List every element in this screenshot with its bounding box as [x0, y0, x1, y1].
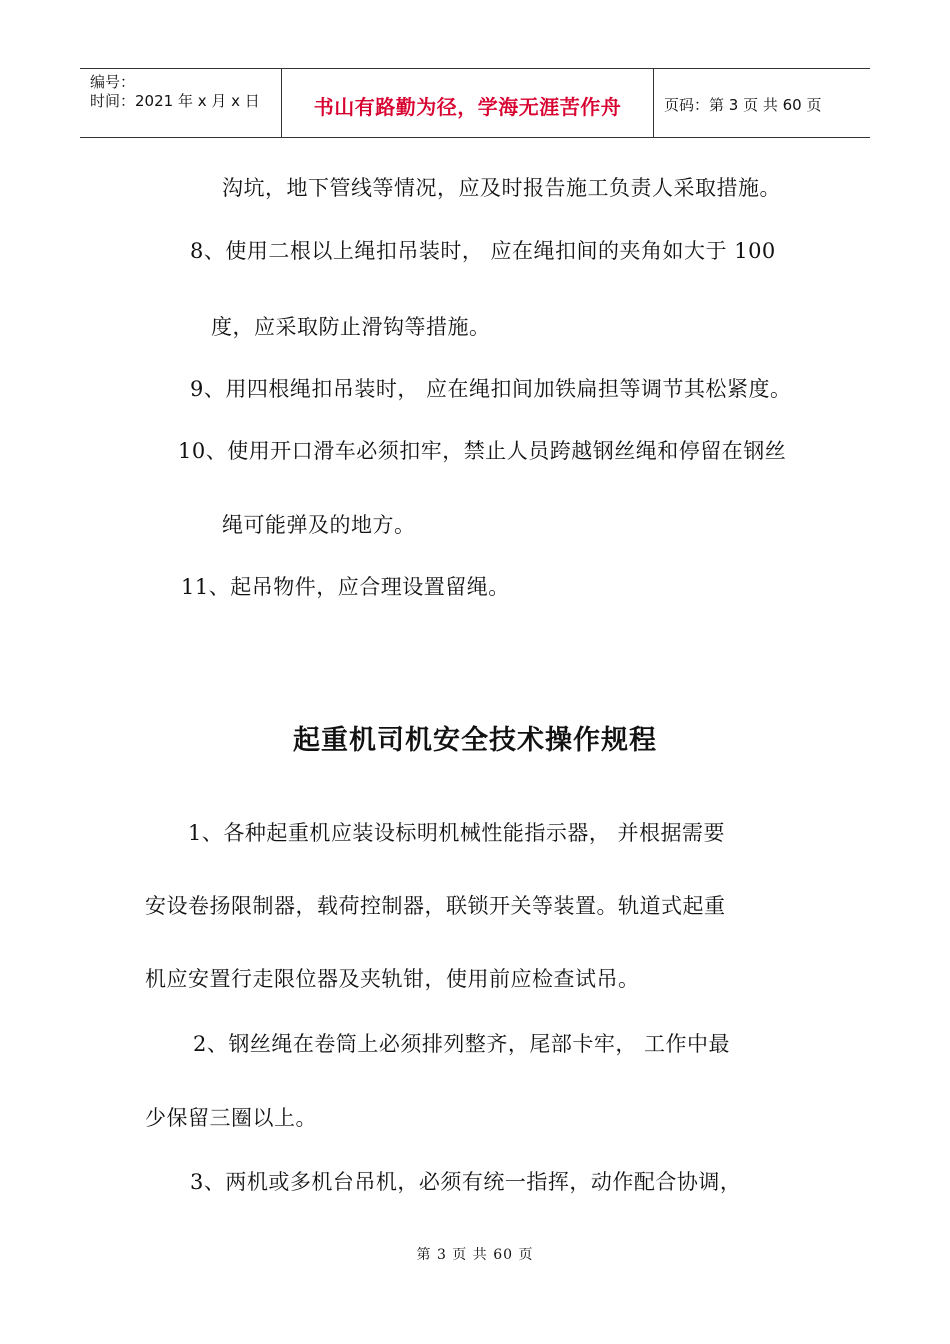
header-page-cell [654, 69, 870, 137]
header-motto-cell [282, 69, 654, 137]
body-line: 机应安置行走限位器及夹轨钳，使用前应检查试吊。 [145, 967, 640, 991]
body-line: 沟坑，地下管线等情况，应及时报告施工负责人采取措施。 [222, 176, 781, 200]
body-line: 绳可能弹及的地方。 [222, 513, 416, 537]
rule-item-3: 3、两机或多机台吊机，必须有统一指挥，动作配合协调， [190, 1170, 742, 1194]
rule-item-10: 10、使用开口滑车必须扣牢，禁止人员跨越钢丝绳和停留在钢丝 [178, 439, 787, 463]
section-title: 起重机司机安全技术操作规程 [293, 725, 657, 756]
page-footer: 第 3 页 共 60 页 [416, 1247, 534, 1263]
rule-item-8: 8、使用二根以上绳扣吊装时， 应在绳扣间的夹角如大于 100 [190, 239, 776, 263]
rule-item-2: 2、钢丝绳在卷筒上必须排列整齐，尾部卡牢， 工作中最 [193, 1032, 731, 1056]
body-line: 少保留三圈以上。 [145, 1106, 317, 1130]
rule-item-11: 11、起吊物件，应合理设置留绳。 [181, 575, 510, 599]
body-line: 安设卷扬限制器，载荷控制器，联锁开关等装置。轨道式起重 [145, 894, 726, 918]
header-page-info: 页码：第 3 页 共 60 页 [664, 96, 822, 114]
document-header [80, 68, 870, 138]
document-date: 时间：2021 年 x 月 x 日 [90, 92, 260, 110]
document-number-label: 编号： [90, 73, 136, 91]
body-line: 度，应采取防止滑钩等措施。 [211, 315, 491, 339]
rule-item-9: 9、用四根绳扣吊装时， 应在绳扣间加铁扁担等调节其松紧度。 [190, 377, 792, 401]
header-meta-cell [80, 69, 282, 137]
rule-item-1: 1、各种起重机应装设标明机械性能指示器， 并根据需要 [188, 821, 726, 845]
header-motto: 书山有路勤为径，学海无涯苦作舟 [313, 95, 622, 119]
